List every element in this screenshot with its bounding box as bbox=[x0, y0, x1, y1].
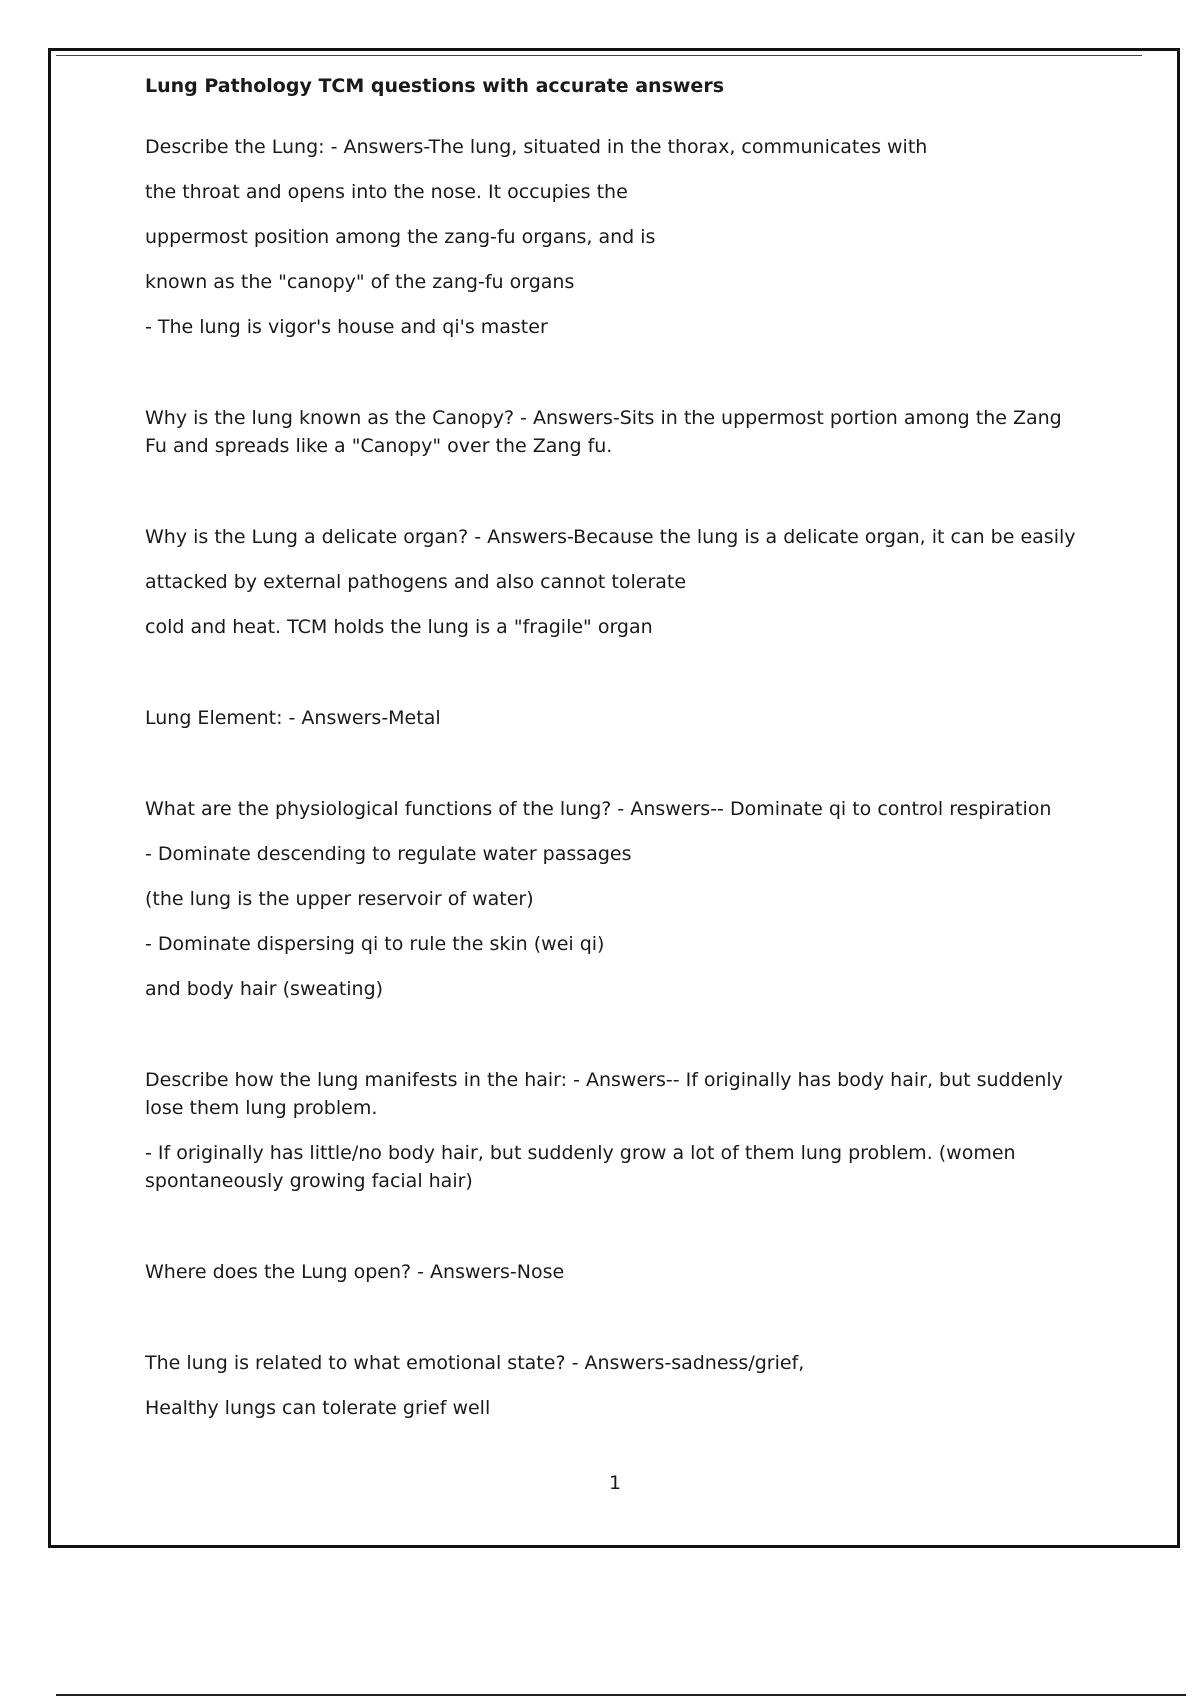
qa-line: The lung is related to what emotional state? - Answers-sadness/grief, bbox=[145, 1352, 805, 1374]
qa-line: - Dominate dispersing qi to rule the skin (wei qi) bbox=[145, 933, 605, 955]
qa-line: Where does the Lung open? - Answers-Nose bbox=[145, 1261, 565, 1283]
qa-line: - If originally has little/no body hair, but suddenly grow a lot of them lung problem. (women spontaneously growing facial hair) bbox=[145, 1142, 1016, 1192]
qa-line: attacked by external pathogens and also cannot tolerate bbox=[145, 571, 687, 593]
qa-line: Why is the Lung a delicate organ? - Answers-Because the lung is a delicate organ, it can be easily bbox=[145, 526, 1076, 548]
qa-line: Describe the Lung: - Answers-The lung, situated in the thorax, communicates with bbox=[145, 136, 928, 158]
bottom-rule bbox=[56, 1694, 1186, 1696]
qa-line: Lung Element: - Answers-Metal bbox=[145, 707, 441, 729]
qa-line: - Dominate descending to regulate water passages bbox=[145, 843, 632, 865]
qa-item-canopy bbox=[145, 404, 1085, 460]
qa-item-emotional-state bbox=[145, 1349, 1085, 1422]
qa-line: - The lung is vigor's house and qi's master bbox=[145, 316, 548, 338]
qa-line: cold and heat. TCM holds the lung is a "fragile" organ bbox=[145, 616, 653, 638]
qa-item-lung-element bbox=[145, 704, 1085, 732]
page-number: 1 bbox=[608, 1472, 622, 1494]
qa-item-lung-hair bbox=[145, 1066, 1085, 1195]
qa-item-delicate-organ bbox=[145, 523, 1085, 641]
document-title: Lung Pathology TCM questions with accurate answers bbox=[145, 75, 724, 97]
document-body bbox=[145, 72, 1085, 1439]
qa-line: What are the physiological functions of the lung? - Answers-- Dominate qi to control respiration bbox=[145, 798, 1052, 820]
qa-item-lung-opens bbox=[145, 1258, 1085, 1286]
qa-line: known as the "canopy" of the zang-fu organs bbox=[145, 271, 575, 293]
qa-line: Describe how the lung manifests in the hair: - Answers-- If originally has body hair, but suddenly lose them lung problem. bbox=[145, 1069, 1063, 1119]
qa-line: uppermost position among the zang-fu organs, and is bbox=[145, 226, 656, 248]
qa-line: Healthy lungs can tolerate grief well bbox=[145, 1397, 491, 1419]
qa-item-describe-lung bbox=[145, 133, 1085, 341]
qa-line: the throat and opens into the nose. It occupies the bbox=[145, 181, 628, 203]
qa-line: and body hair (sweating) bbox=[145, 978, 384, 1000]
qa-line: Why is the lung known as the Canopy? - Answers-Sits in the uppermost portion among the Zang Fu and spreads like a "Canopy" over the Zang fu. bbox=[145, 407, 1062, 457]
qa-item-physiological-functions bbox=[145, 795, 1085, 1003]
qa-line: (the lung is the upper reservoir of water) bbox=[145, 888, 534, 910]
